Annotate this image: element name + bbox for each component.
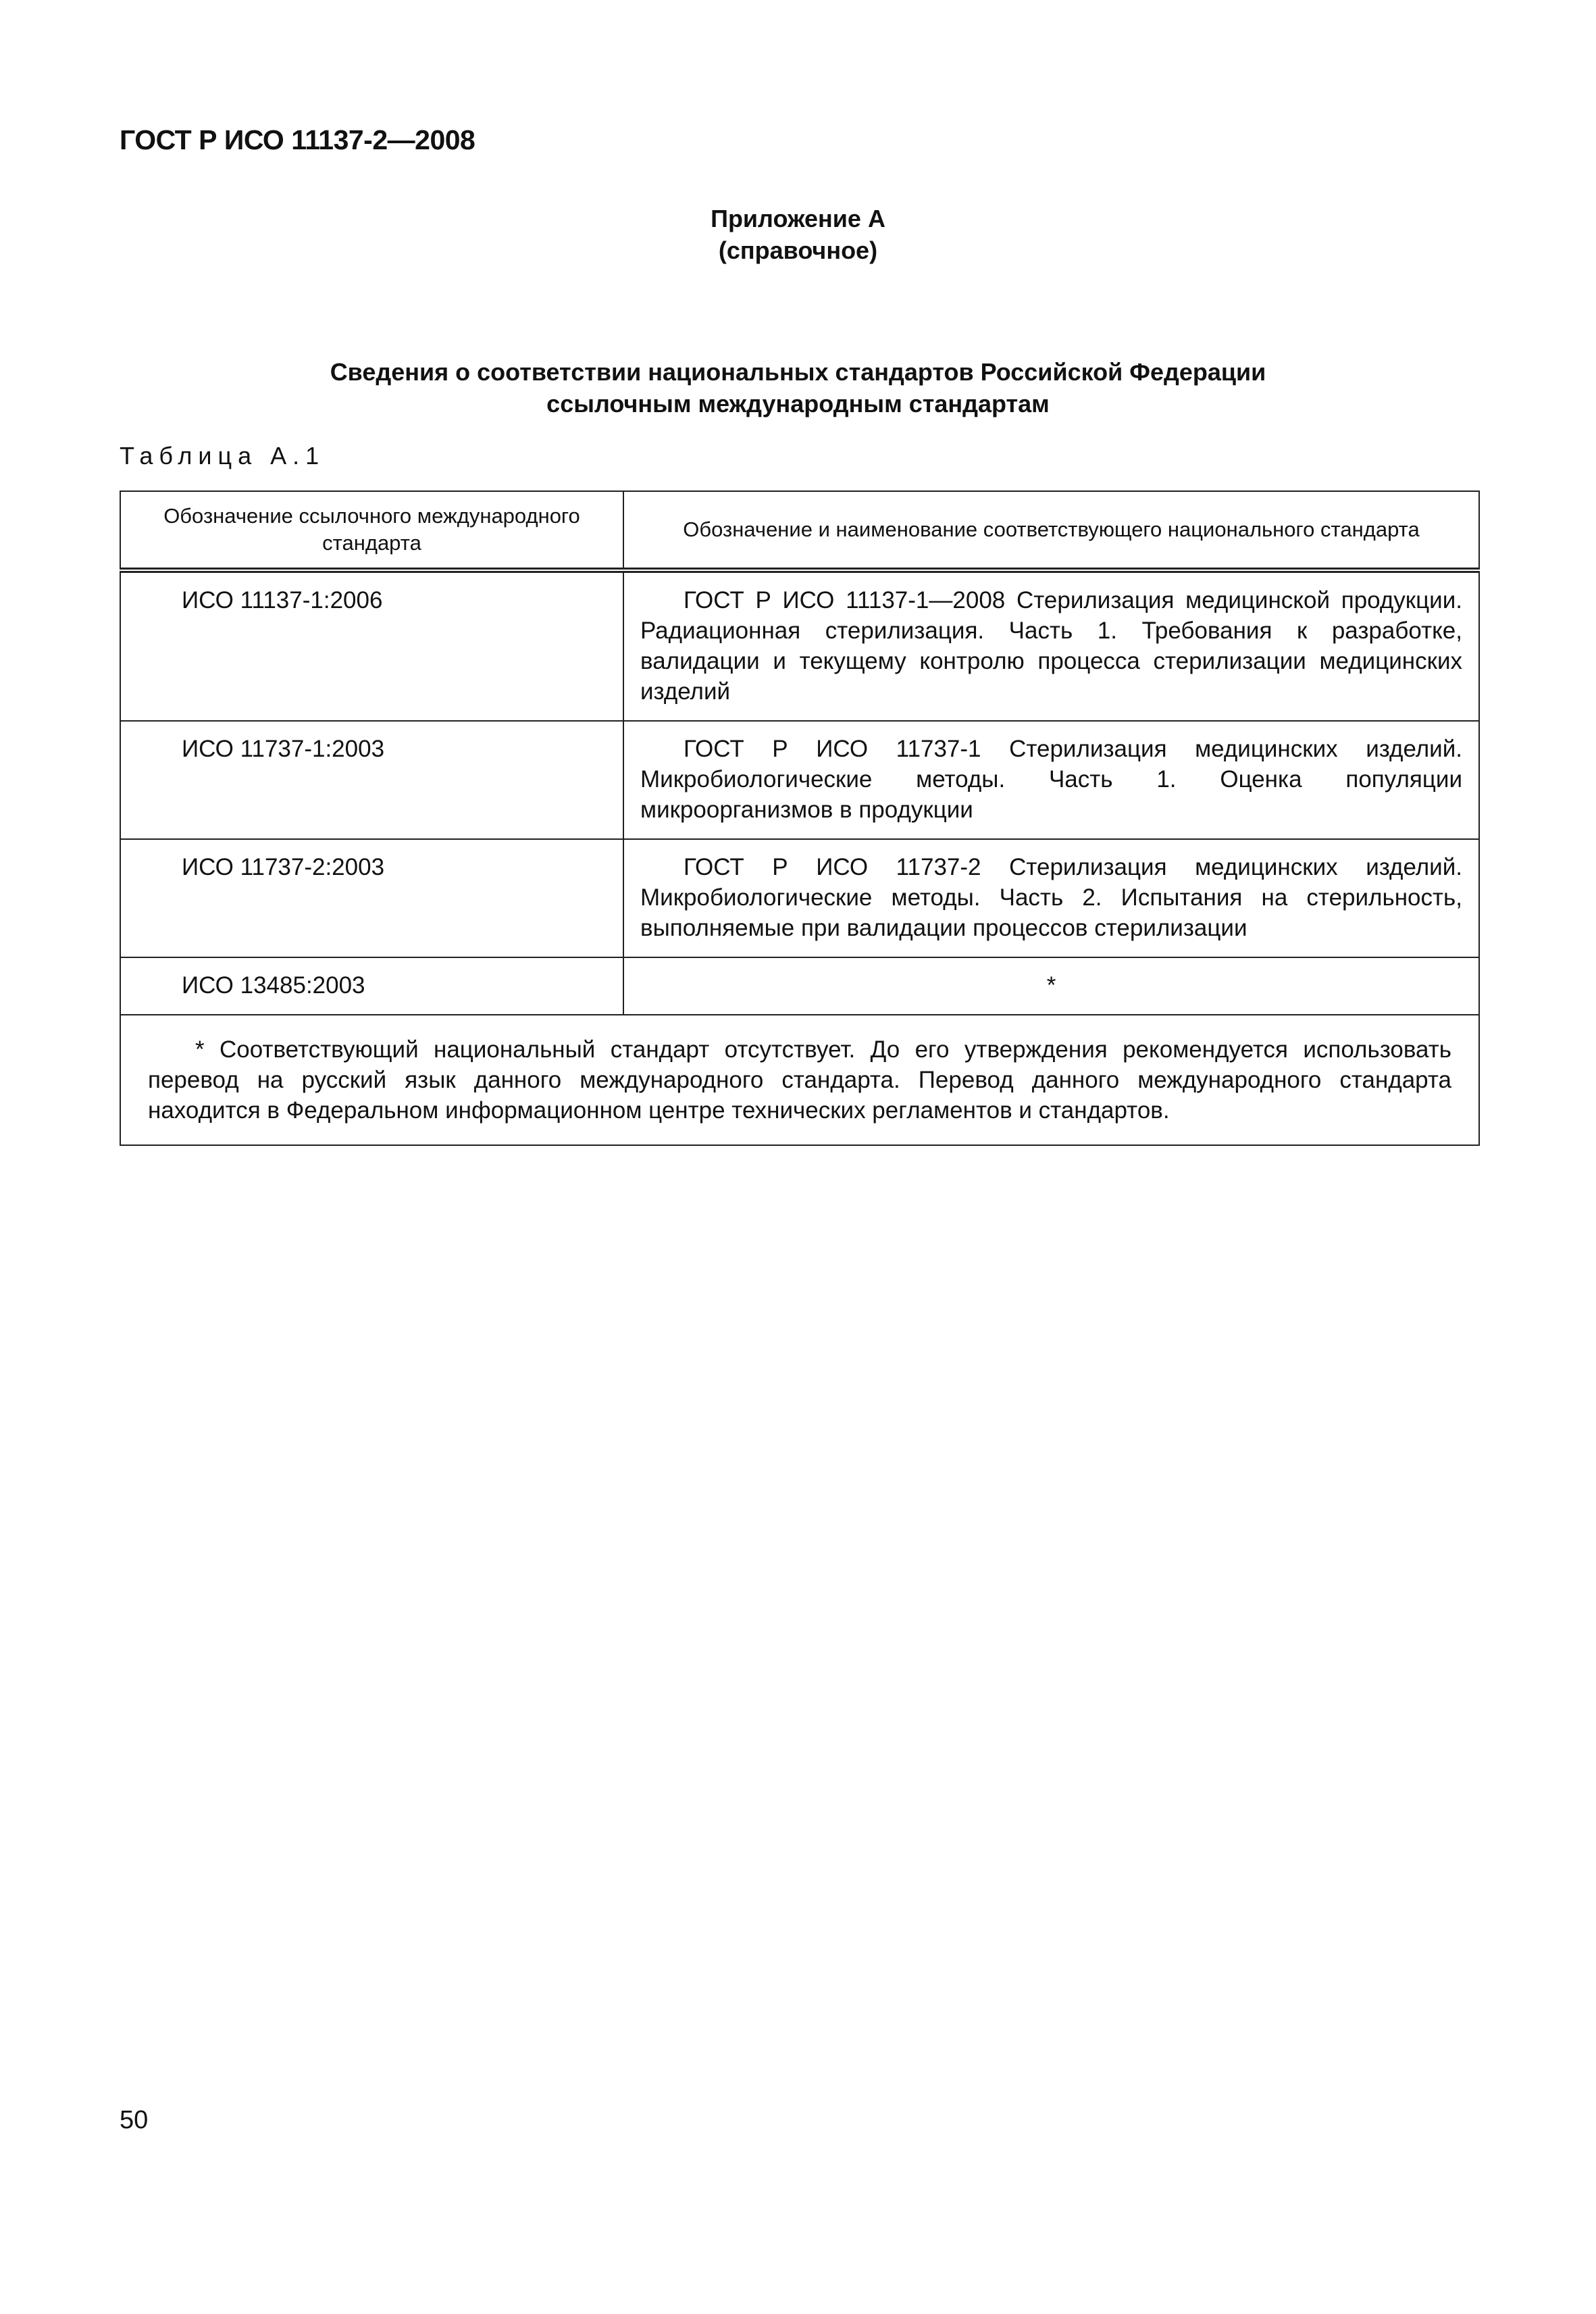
national-cell: ГОСТ Р ИСО 11737-1 Стерилизация медицинских изделий. Микробиологические методы. Часть 1. Оценка популяции микроорганизмов в продукции: [623, 721, 1479, 839]
table-row: [120, 570, 1479, 721]
table-footnote-row: [120, 1015, 1479, 1145]
reference-standards-table: [120, 491, 1480, 1146]
annex-heading: [0, 203, 1596, 266]
annex-title-line1: Сведения о соответствии национальных стандартов Российской Федерации: [330, 358, 1266, 386]
column-header-national: Обозначение и наименование соответствующего национального стандарта: [623, 491, 1479, 570]
annex-title-line2: ссылочным международным стандартам: [546, 390, 1050, 418]
document-code: ГОСТ Р ИСО 11137-2—2008: [120, 124, 475, 155]
table-header-row: [120, 491, 1479, 570]
annex-label: Приложение А: [711, 205, 885, 232]
table-label: Таблица А.1: [120, 442, 326, 470]
table-row: [120, 839, 1479, 957]
national-cell: ГОСТ Р ИСО 11137-1—2008 Стерилизация медицинской продукции. Радиационная стерилизация. Часть 1. Требования к разработке, валидации и текущему контролю процесса стерилизации медицинских изделий: [623, 570, 1479, 721]
national-cell: ГОСТ Р ИСО 11737-2 Стерилизация медицинских изделий. Микробиологические методы. Часть 2. Испытания на стерильность, выполняемые при валидации процессов стерилизации: [623, 839, 1479, 957]
table-row: [120, 957, 1479, 1015]
iso-cell: ИСО 11737-2:2003: [120, 839, 623, 957]
table-footnote: * Соответствующий национальный стандарт отсутствует. До его утверждения рекомендуется использовать перевод на русский язык данного международного стандарта. Перевод данного международного стандарта находится в Федеральном информационном центре технических регламентов и стандартов.: [120, 1015, 1479, 1145]
iso-cell: ИСО 13485:2003: [120, 957, 623, 1015]
annex-status: (справочное): [718, 236, 878, 264]
page-number: 50: [120, 2106, 149, 2134]
iso-cell: ИСО 11737-1:2003: [120, 721, 623, 839]
column-header-iso: Обозначение ссылочного международного стандарта: [120, 491, 623, 570]
annex-title: [0, 356, 1596, 420]
national-cell: *: [623, 957, 1479, 1015]
iso-cell: ИСО 11137-1:2006: [120, 570, 623, 721]
table-row: [120, 721, 1479, 839]
